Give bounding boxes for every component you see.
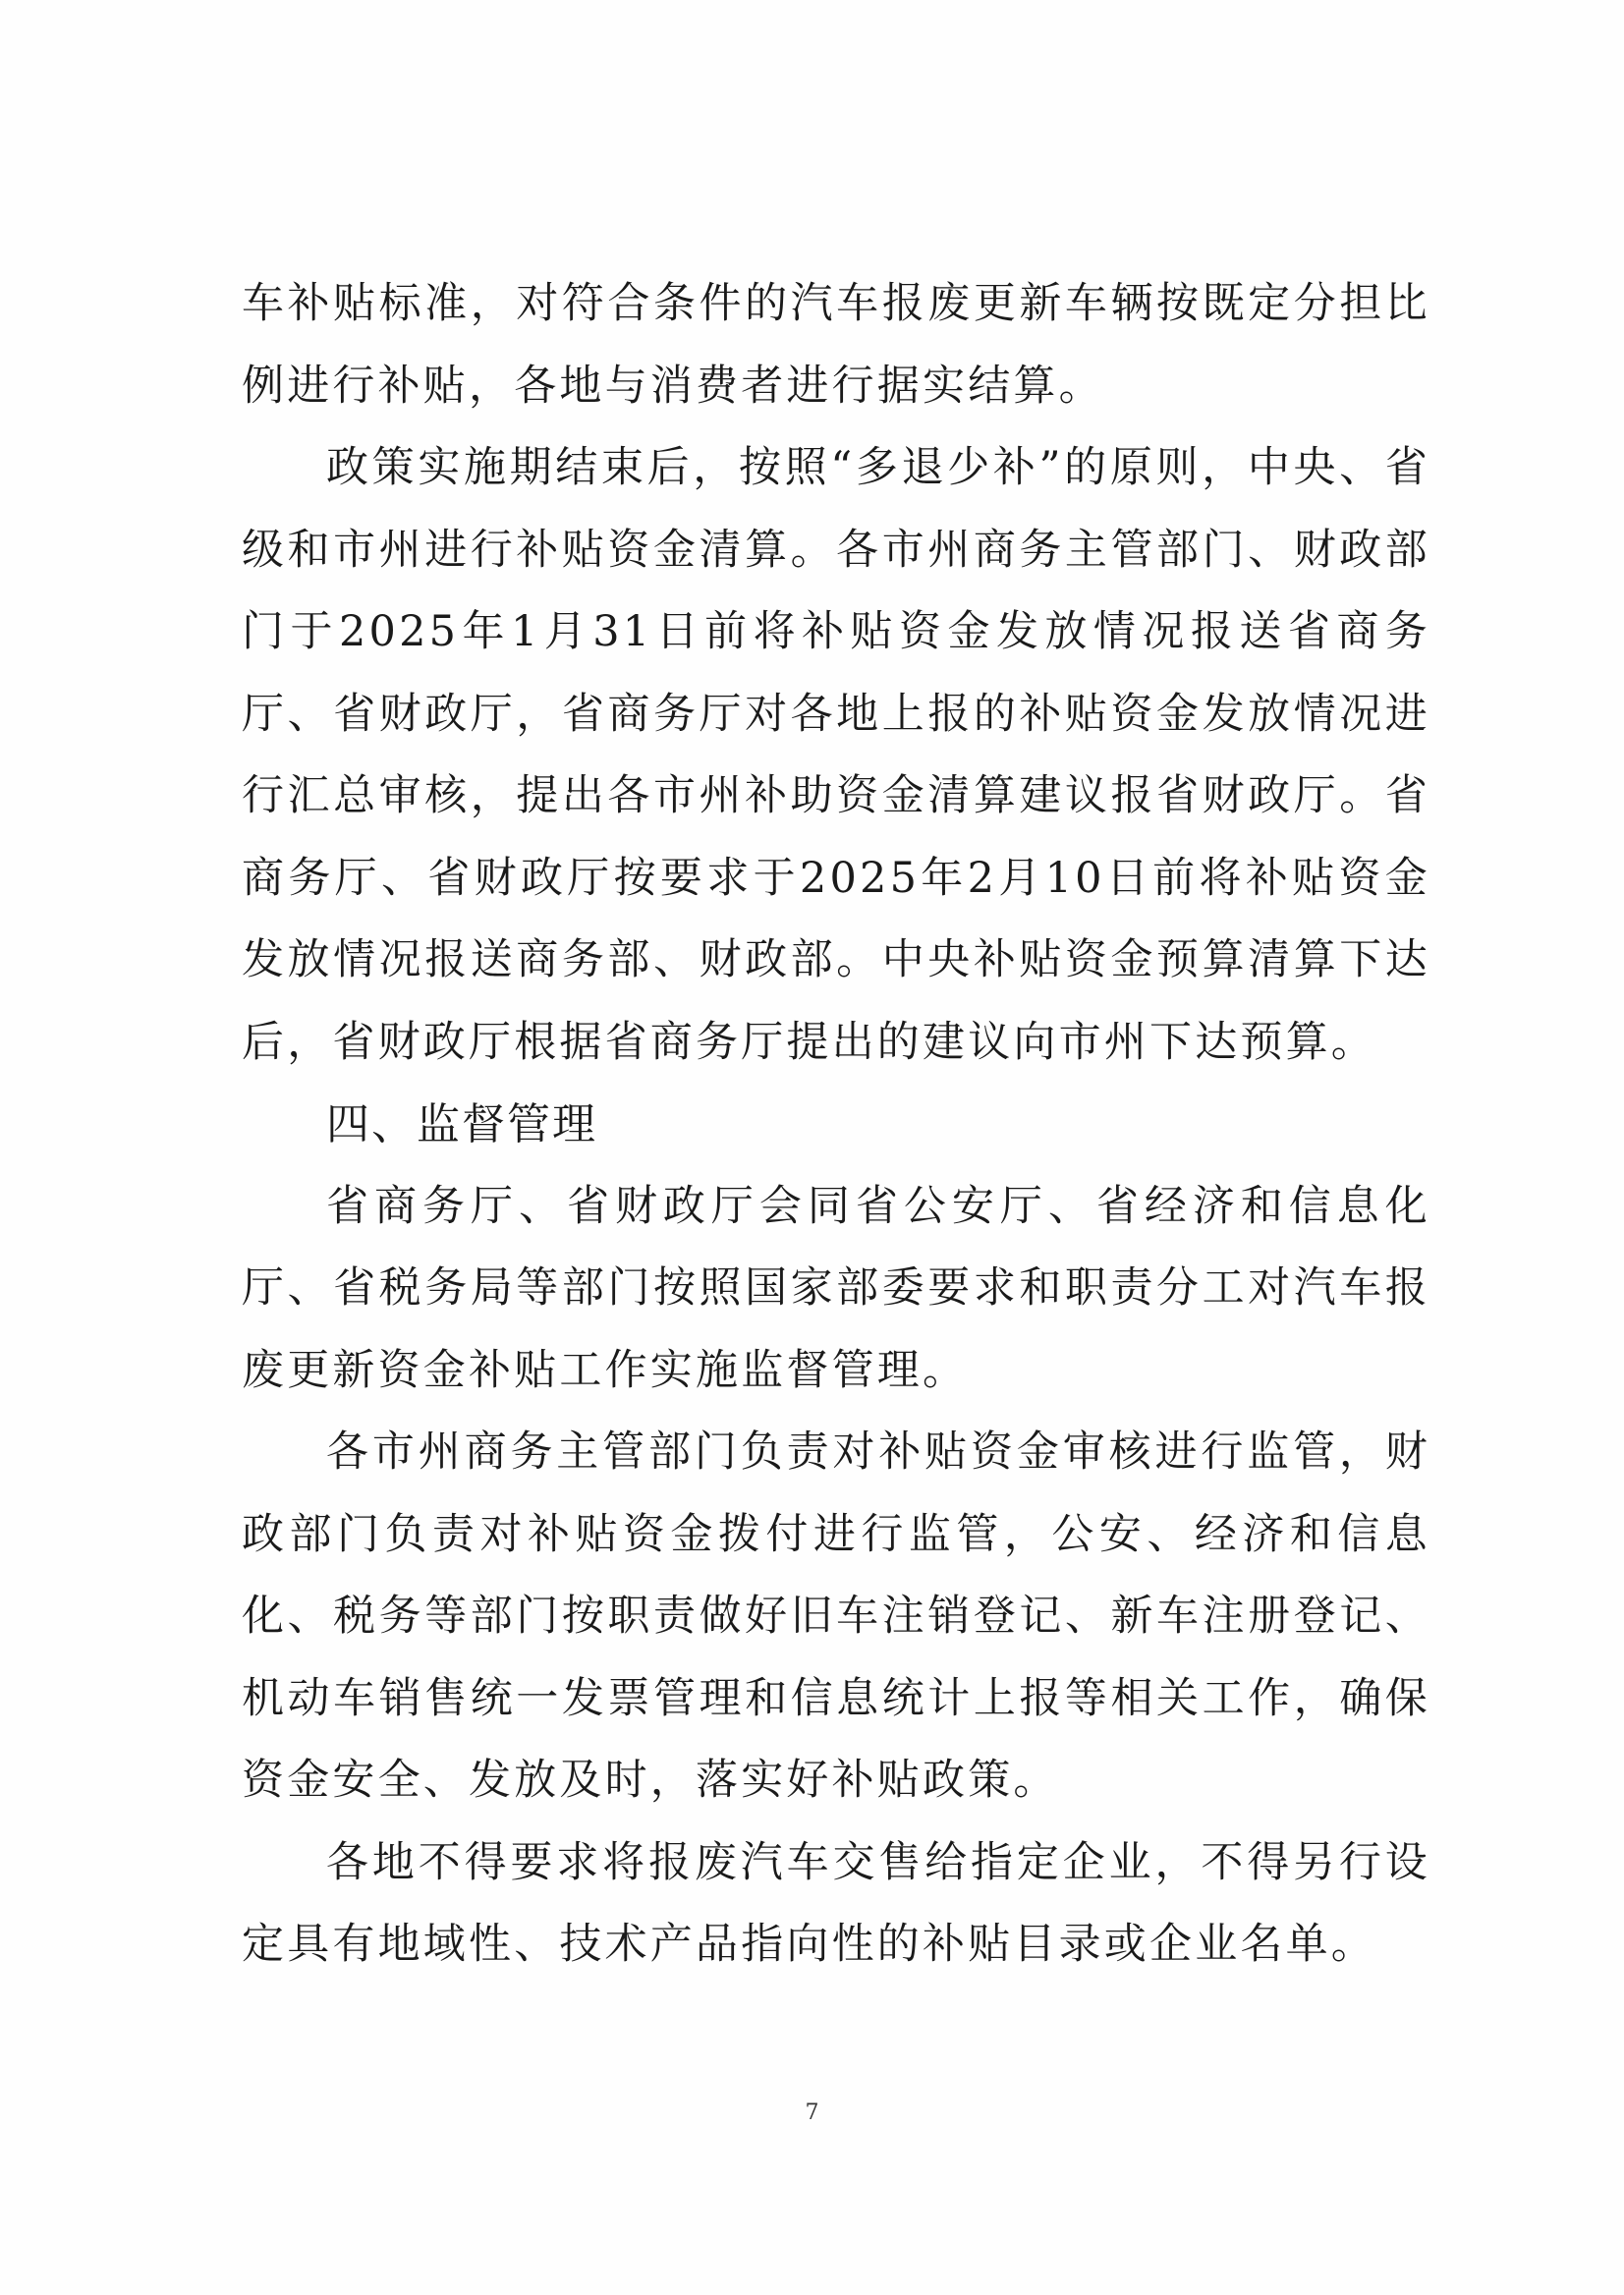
- paragraph-supervision: 省商务厅、省财政厅会同省公安厅、省经济和信息化厅、省税务局等部门按照国家部委要求和职责分工对汽车报废更新资金补贴工作实施监督管理。: [242, 1181, 1430, 1395]
- section-heading: 四、监督管理: [326, 1099, 597, 1149]
- paragraph-continued: 车补贴标准，对符合条件的汽车报废更新车辆按既定分担比例进行补贴，各地与消费者进行据实结算。: [242, 279, 1430, 411]
- document-body: [242, 263, 1430, 1987]
- paragraph-restrictions: 各地不得要求将报废汽车交售给指定企业，不得另行设定具有地域性、技术产品指向性的补贴目录或企业名单。: [242, 1837, 1430, 1969]
- paragraph-settlement: 政策实施期结束后，按照“多退少补”的原则，中央、省级和市州进行补贴资金清算。各市州商务主管部门、财政部门于2025年1月31日前将补贴资金发放情况报送省商务厅、省财政厅，省商务厅对各地上报的补贴资金发放情况进行汇总审核，提出各市州补助资金清算建议报省财政厅。省商务厅、省财政厅按要求于2025年2月10日前将补贴资金发放情况报送商务部、财政部。中央补贴资金预算清算下达后，省财政厅根据省商务厅提出的建议向市州下达预算。: [242, 443, 1430, 1067]
- page-number: 7: [805, 2100, 819, 2125]
- paragraph-responsibilities: 各市州商务主管部门负责对补贴资金审核进行监管，财政部门负责对补贴资金拨付进行监管，公安、经济和信息化、税务等部门按职责做好旧车注销登记、新车注册登记、机动车销售统一发票管理和信息统计上报等相关工作，确保资金安全、发放及时，落实好补贴政策。: [242, 1427, 1430, 1805]
